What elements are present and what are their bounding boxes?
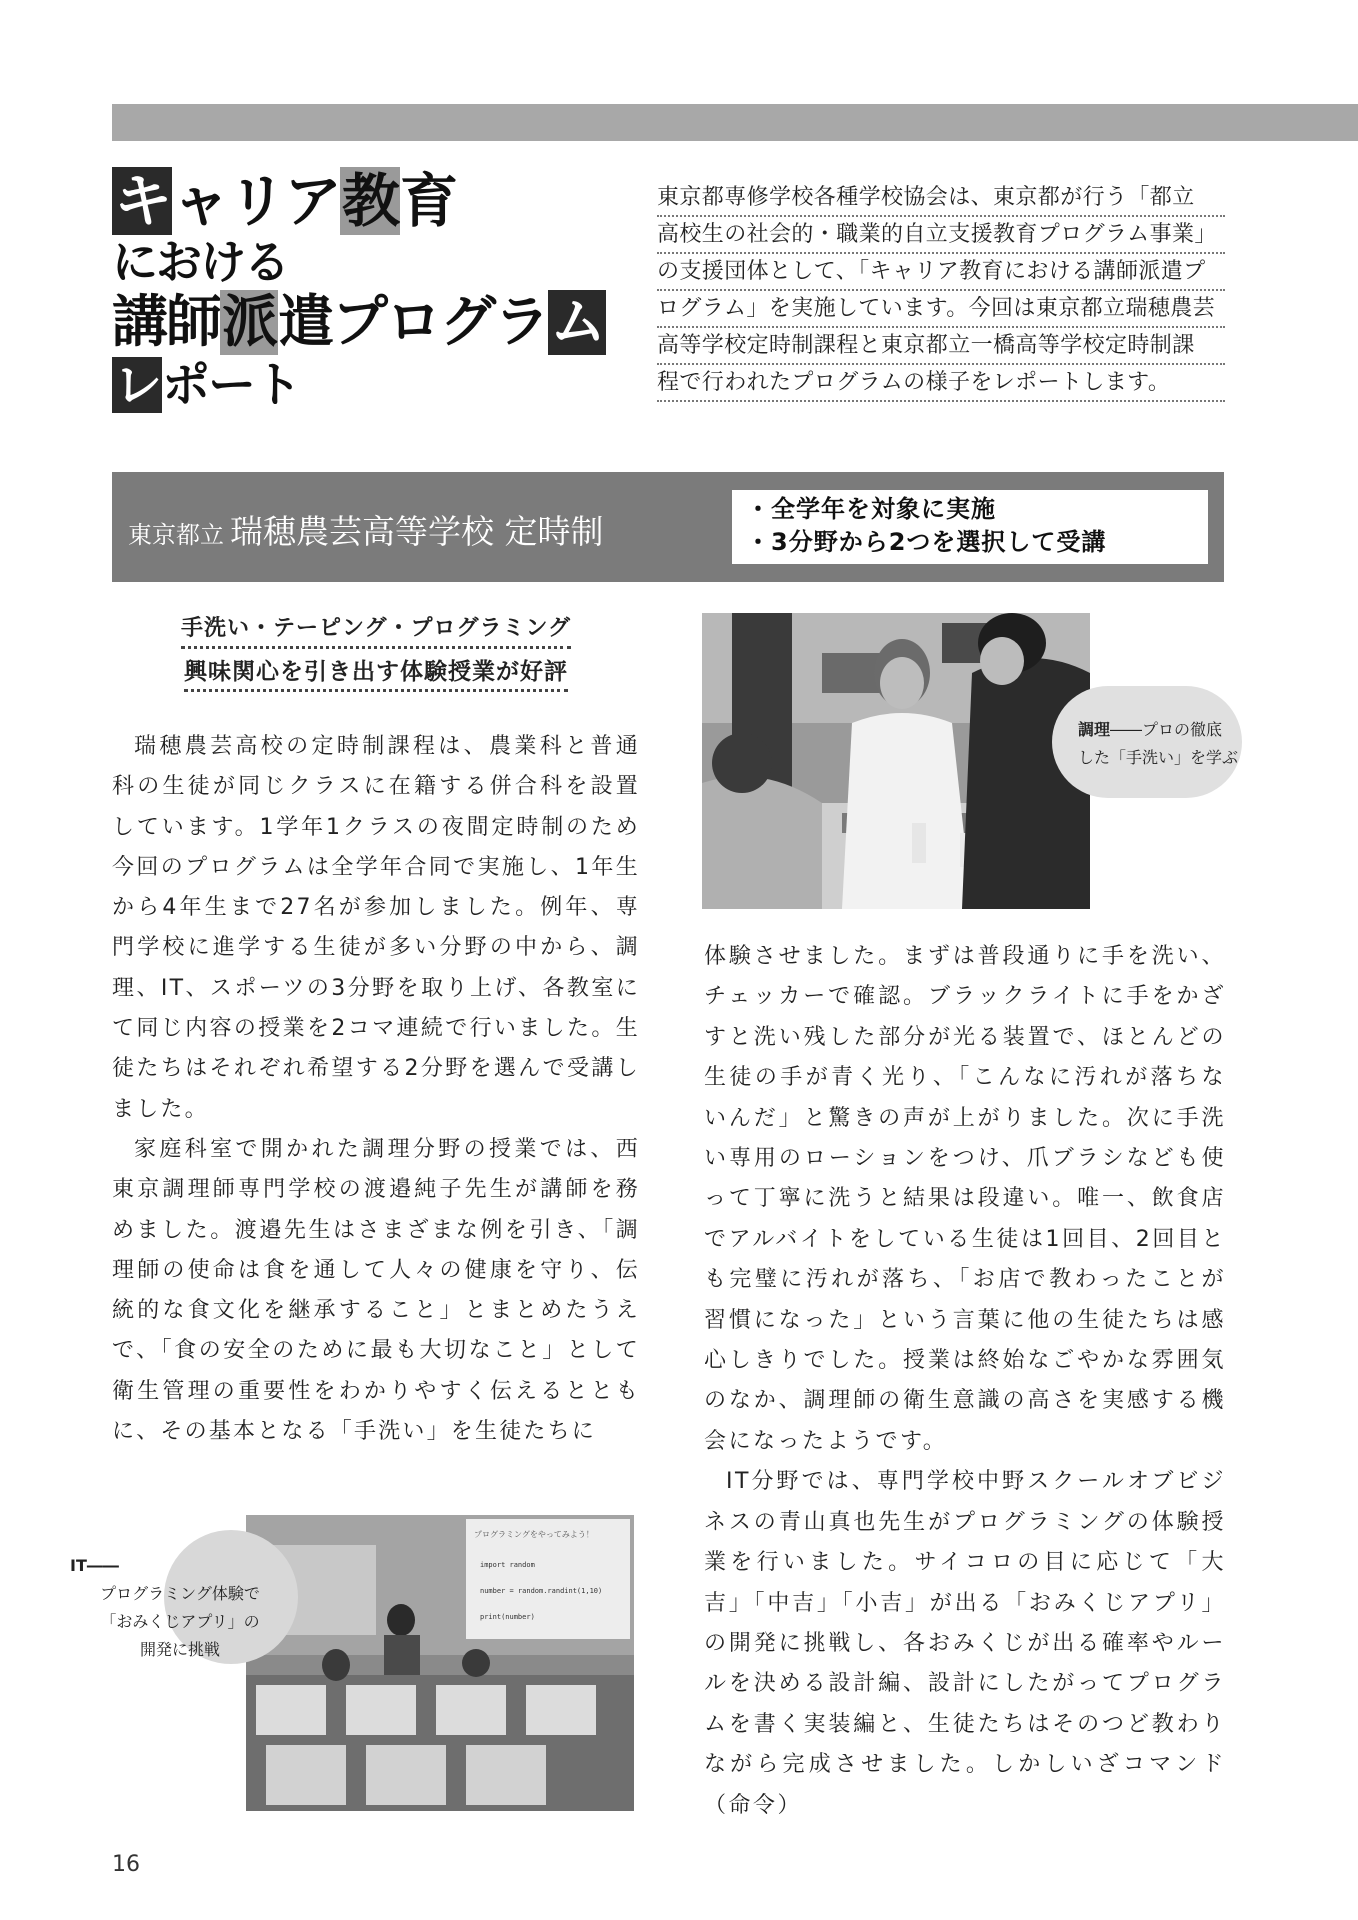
- it-photo-caption: IT―― プログラミング体験で 「おみくじアプリ」の 開発に挑戦: [70, 1556, 260, 1659]
- slide-code-line: print(number): [480, 1613, 535, 1621]
- intro-line: 高等学校定時制課程と東京都立一橋高等学校定時制課: [657, 328, 1225, 365]
- summary-bullet: ・全学年を対象に実施: [746, 495, 996, 523]
- article-title: [112, 168, 632, 414]
- title-line-1: キャリア教育: [114, 167, 457, 235]
- right-column: [704, 937, 1226, 1826]
- body-paragraph: 家庭科室で開かれた調理分野の授業では、西東京調理師専門学校の渡邉純子先生が講師を務めました。渡邉先生はさまざまな例を引き、「調理師の使命は食を通して人々の健康を守り、伝統的な食文化を継承すること」とまとめたうえで、「食の安全のために最も大切なこと」として衛生管理の重要性をわかりやすく伝えるとともに、その基本となる「手洗い」を生徒たちに: [112, 1136, 640, 1445]
- subheading-line-2: 興味関心を引き出す体験授業が好評: [184, 655, 568, 692]
- intro-line: 程で行われたプログラムの様子をレポートします。: [657, 365, 1225, 402]
- school-name: 東京都立 瑞穂農芸高等学校 定時制: [128, 512, 604, 551]
- program-summary-box: [732, 490, 1208, 564]
- slide-code-line: number = random.randint(1,10): [480, 1587, 603, 1595]
- cooking-photo-caption: 調理――プロの徹底 した「手洗い」を学ぶ: [1078, 720, 1239, 767]
- intro-text: [657, 180, 1225, 402]
- intro-line: ログラム」を実施しています。今回は東京都立瑞穂農芸: [657, 291, 1225, 328]
- body-paragraph: IT分野では、専門学校中野スクールオブビジネスの青山真也先生がプログラミングの体験授業を行いました。サイコロの目に応じて「大吉」「中吉」「小吉」が出る「おみくじアプリ」の開発に挑戦し、各おみくじが出る確率やルールを決める設計編、設計にしたがってプログラムを書く実装編と、生徒たちはそのつど教わりながら完成させました。しかしいざコマンド（命令）: [704, 1469, 1226, 1818]
- slide-code-line: import random: [480, 1561, 535, 1569]
- section-subheading: [112, 612, 640, 698]
- intro-line: の支援団体として、「キャリア教育における講師派遣プ: [657, 254, 1225, 291]
- title-line-4: レポート: [114, 357, 301, 413]
- it-class-photo: [246, 1515, 634, 1811]
- summary-bullet: ・3分野から2つを選択して受講: [746, 528, 1107, 556]
- body-paragraph: 瑞穂農芸高校の定時制課程は、農業科と普通科の生徒が同じクラスに在籍する併合科を設置しています。1学年1クラスの夜間定時制のため今回のプログラムは全学年合同で実施し、1年生から4年生まで27名が参加しました。例年、専門学校に進学する生徒が多い分野の中から、調理、IT、スポーツの3分野を取り上げ、各教室にて同じ内容の授業を2コマ連続で行いました。生徒たちはそれぞれ希望する2分野を選んで受講しました。: [112, 734, 640, 1122]
- top-header-bar: [112, 104, 1358, 141]
- page-number: 16: [112, 1852, 140, 1877]
- slide-title: プログラミングをやってみよう！: [474, 1530, 594, 1539]
- body-paragraph: 体験させました。まずは普段通りに手を洗い、チェッカーで確認。ブラックライトに手をかざすと洗い残した部分が光る装置で、ほとんどの生徒の手が青く光り、「こんなに汚れが落ちないんだ」と驚きの声が上がりました。次に手洗い専用のローションをつけ、爪ブラシなども使って丁寧に洗うと結果は段違い。唯一、飲食店でアルバイトをしている生徒は1回目、2回目とも完璧に汚れが落ち、「お店で教わったことが習慣になった」という言葉に他の生徒たちは感心しきりでした。授業は終始なごやかな雰囲気のなか、調理師の衛生意識の高さを実感する機会になったようです。: [704, 944, 1226, 1454]
- title-line-3: 講師派遣プログラム: [112, 290, 604, 355]
- title-line-2: における: [112, 235, 288, 289]
- intro-line: 東京都専修学校各種学校協会は、東京都が行う「都立: [657, 180, 1225, 217]
- left-column: [112, 727, 640, 1452]
- cooking-class-photo: [702, 613, 1090, 909]
- intro-line: 高校生の社会的・職業的自立支援教育プログラム事業」: [657, 217, 1225, 254]
- school-banner: [112, 472, 1224, 582]
- subheading-line-1: 手洗い・テーピング・プログラミング: [181, 612, 571, 649]
